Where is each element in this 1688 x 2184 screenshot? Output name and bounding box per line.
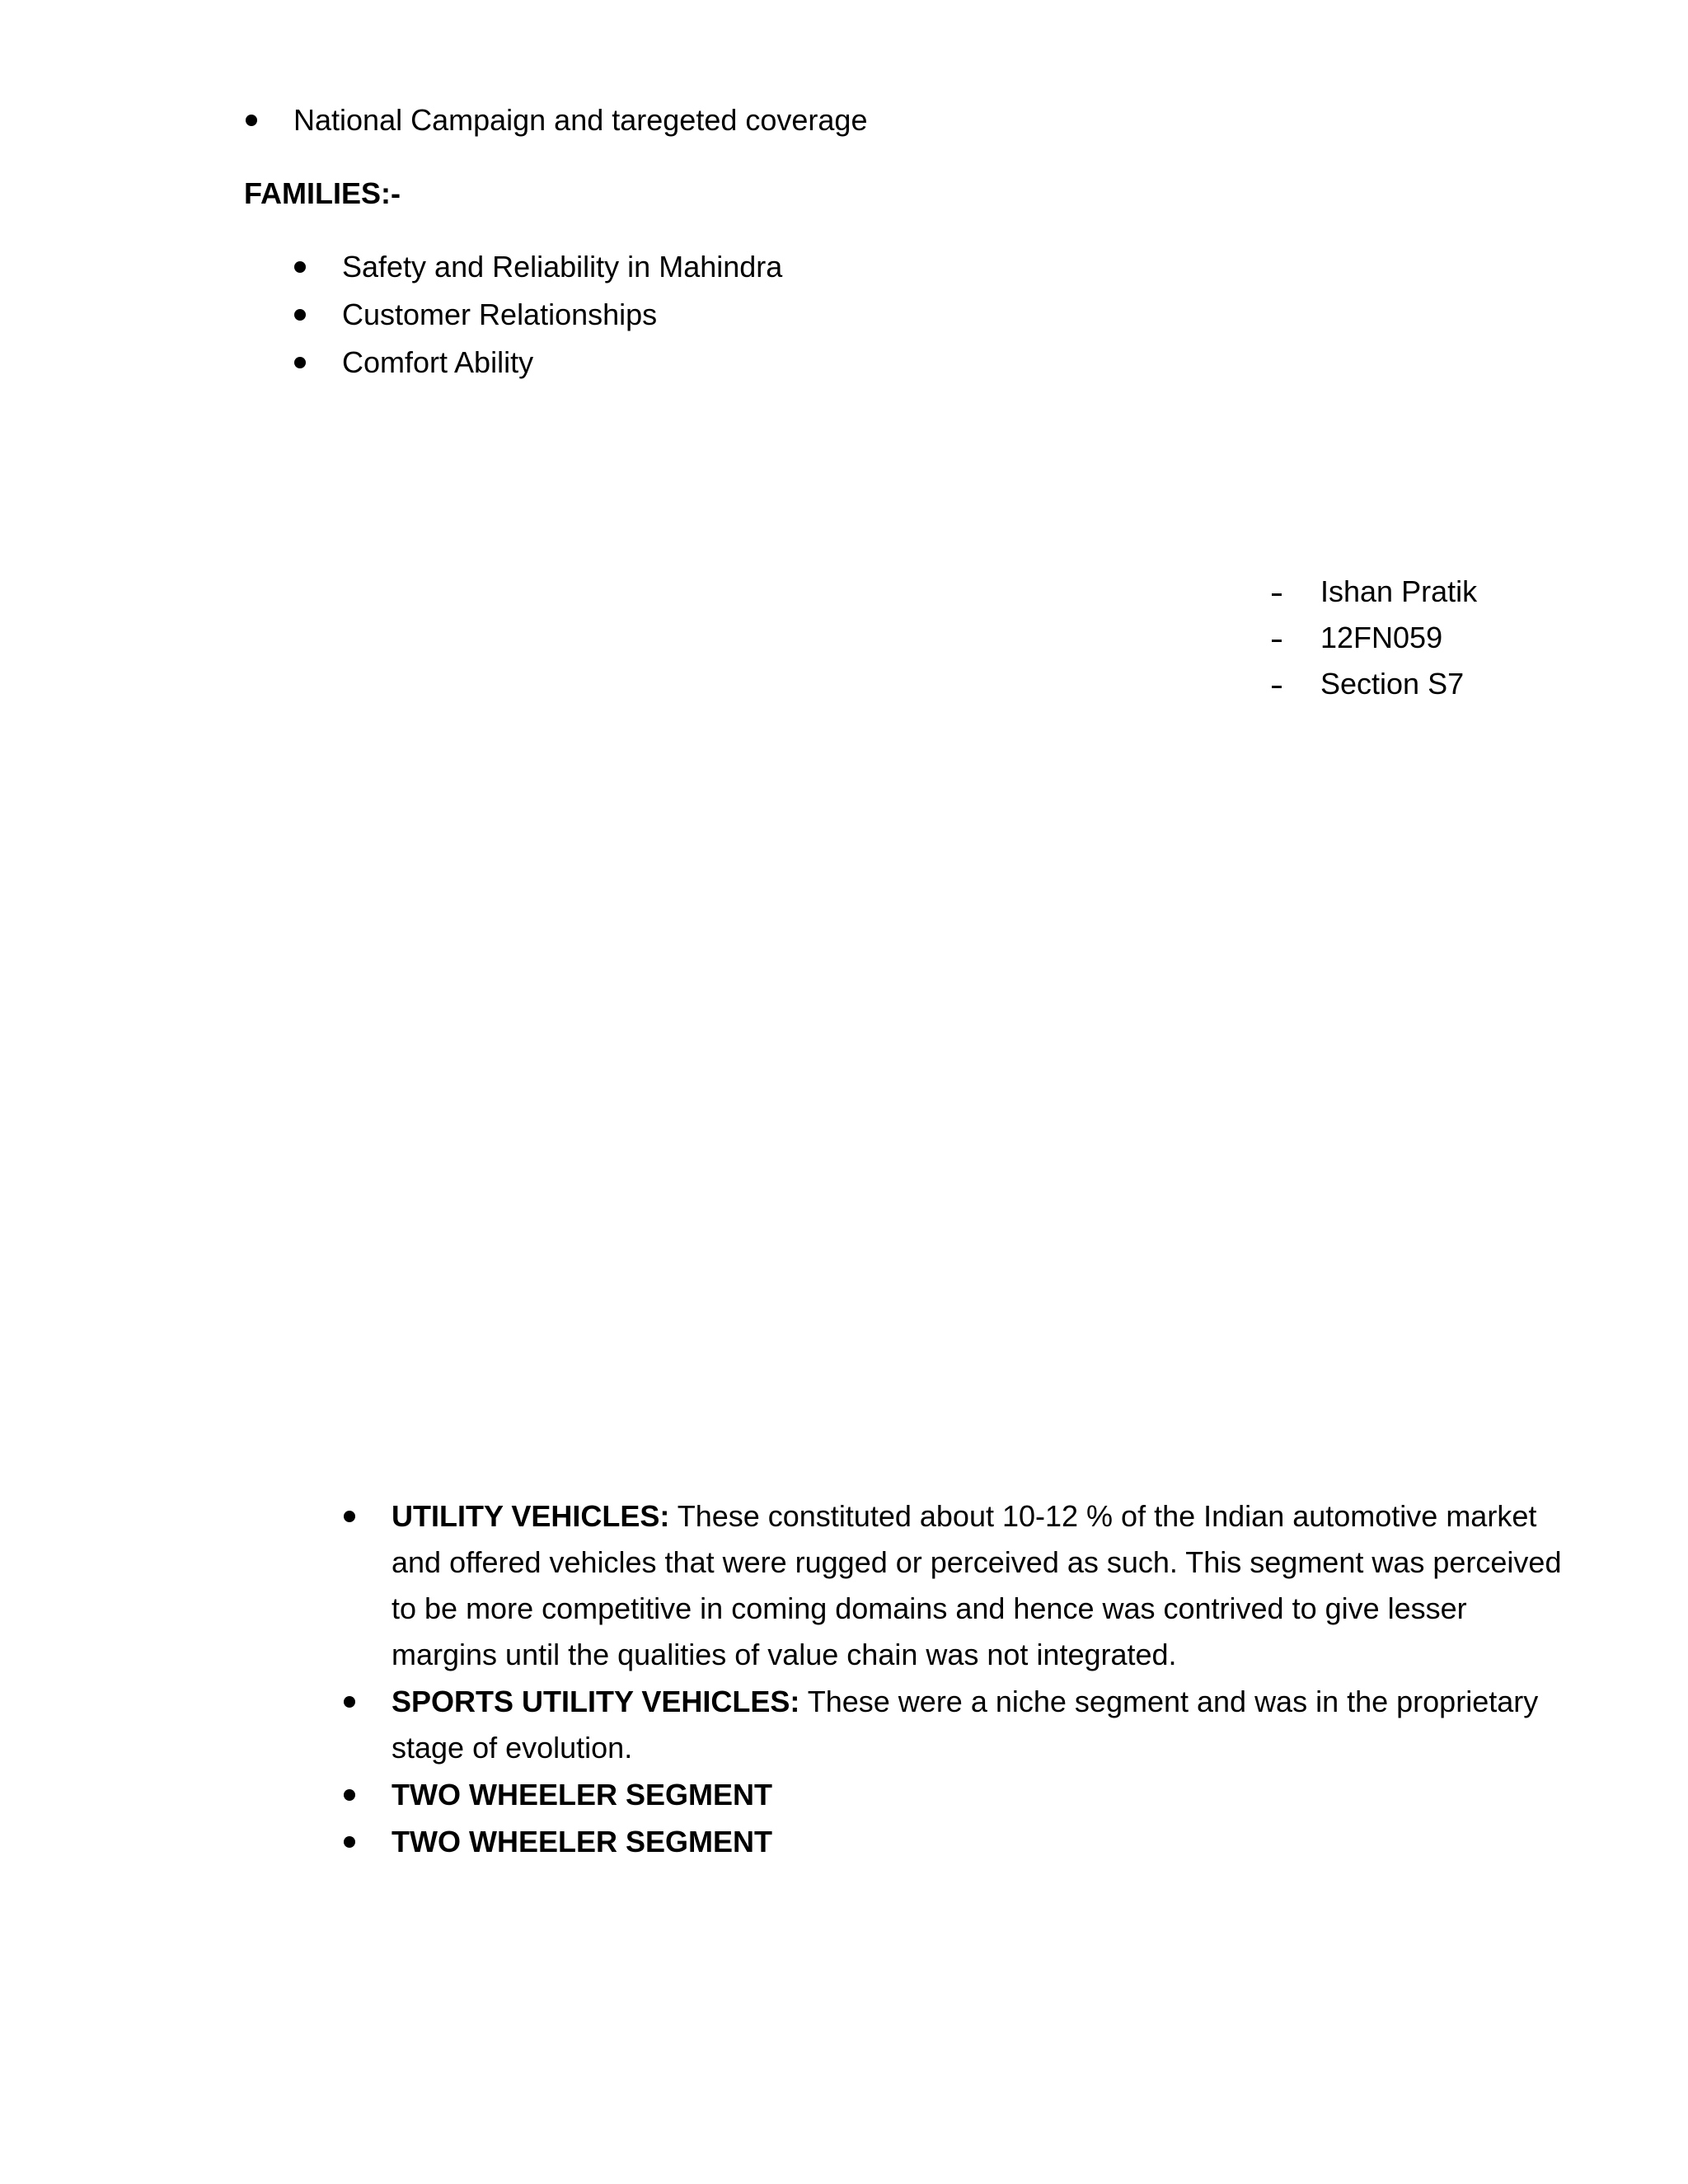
bullet-icon <box>344 1696 355 1708</box>
segment-text: These were a niche segment and was in the proprietary <box>799 1685 1539 1718</box>
segment-label: TWO WHEELER SEGMENT <box>392 1778 772 1811</box>
list-item <box>392 1493 1536 1540</box>
bullet-icon <box>344 1511 355 1522</box>
bullet-icon <box>294 357 306 368</box>
list-item <box>392 1679 1538 1725</box>
author-name: Ishan Pratik <box>1320 574 1478 608</box>
bullet-icon <box>294 261 306 273</box>
segment-text: These constituted about 10-12 % of the Indian automotive market <box>669 1499 1537 1533</box>
dash-icon <box>1272 640 1282 642</box>
bullet-icon <box>344 1789 355 1801</box>
segment-text: to be more competitive in coming domains and hence was contrived to give lesser <box>392 1591 1467 1625</box>
segment-label: SPORTS UTILITY VEHICLES: <box>392 1685 800 1718</box>
segment-text: and offered vehicles that were rugged or perceived as such. This segment was perceived <box>392 1545 1562 1579</box>
dash-icon <box>1272 686 1282 688</box>
dash-icon <box>1272 593 1282 596</box>
list-item: Customer Relationships <box>342 298 658 331</box>
segment-text: margins until the qualities of value chain was not integrated. <box>392 1638 1177 1671</box>
bullet-icon <box>344 1836 355 1848</box>
bullet-icon <box>294 309 306 321</box>
author-roll: 12FN059 <box>1320 621 1443 654</box>
list-item: Safety and Reliability in Mahindra <box>342 250 783 284</box>
author-section: Section S7 <box>1320 667 1465 701</box>
segment-text: stage of evolution. <box>392 1731 633 1765</box>
segment-label: UTILITY VEHICLES: <box>392 1499 670 1533</box>
segment-label: TWO WHEELER SEGMENT <box>392 1825 772 1858</box>
list-item: Comfort Ability <box>342 345 534 379</box>
section-heading: FAMILIES:- <box>244 176 401 210</box>
bullet-icon <box>246 115 257 126</box>
list-item: National Campaign and taregeted coverage <box>293 103 868 137</box>
